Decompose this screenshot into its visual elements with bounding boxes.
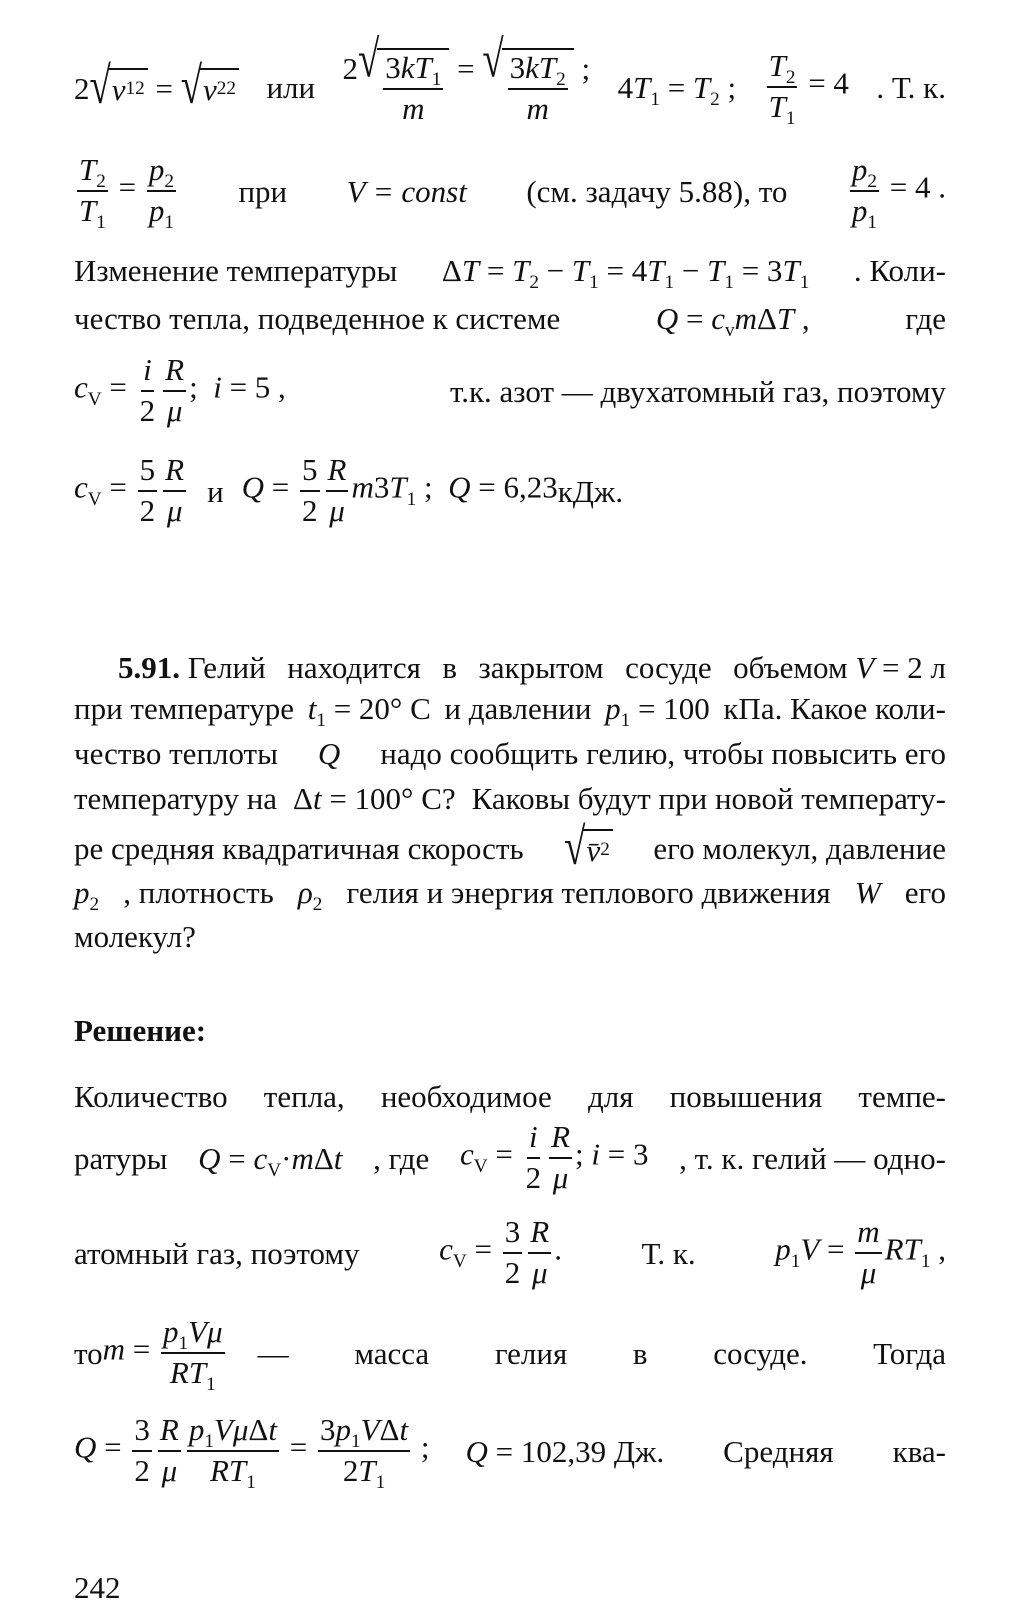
eq-cv-i: $c_V$ = $\frac{i}{2}$ $\frac{R}{\mu}$ ; i = 5 , (74, 352, 286, 428)
problem-text-4b: Каковы будут при новой температу- (471, 780, 946, 816)
word-or: или (266, 69, 316, 105)
problem-line-3 (74, 735, 946, 771)
solution-line-4 (74, 1312, 946, 1394)
text-nitrogen: т.к. азот — двухатомный газ, поэтому (450, 373, 946, 409)
eq-t-ratio: $\frac{T_2}{T_1}$ = 4 (768, 48, 849, 130)
eq-p1: $p_1 = 100$ (605, 690, 710, 731)
solution-line-3 (74, 1212, 946, 1294)
problem-line-1 (118, 649, 946, 685)
problem-text-6a: , плотность (123, 874, 274, 910)
text-line-temperature-change (74, 252, 946, 293)
problem-line-4 (74, 780, 946, 816)
problem-text-7: молекул? (74, 918, 196, 954)
problem-number: 5.91. (118, 649, 180, 685)
problem-text-2c: кПа. Какое коли- (723, 690, 946, 726)
eq-cv-3: $c_V$ = $\frac{3}{2}$ $\frac{R}{\mu}$ . (439, 1214, 562, 1290)
solution-text-1: Количество тепла, необходимое для повышения темпе- (74, 1078, 946, 1114)
solution-text-4a: то (74, 1335, 103, 1371)
eq-mass: m = $\frac{p_1V\mu}{RT_1}$ (102, 1314, 223, 1396)
problem-text-1: Гелий находится в закрытом сосуде объемом (187, 649, 848, 685)
formula-line-pressure-ratio (74, 152, 946, 234)
eq-w: W (854, 874, 881, 910)
problem-text-2a: при температуре (74, 690, 295, 726)
eq-q-full: Q = $\frac{5}{2}$ $\frac{R}{\mu}$ $m3T_1$ ; Q = 6,23 (241, 452, 558, 528)
text-see-problem: (см. задачу 5.88), то (526, 173, 788, 209)
solution-text-2a: ратуры (74, 1140, 168, 1176)
solution-text-3b: Т. к. (641, 1235, 696, 1271)
eq-delta-t: $\Delta T = T_2 - T_1 = 4T_1 - T_1 = 3T_1$ (441, 252, 810, 293)
eq-cv-5: $c_V$ = $\frac{5}{2}$ $\frac{R}{\mu}$ (74, 452, 185, 528)
text-kol: . Коли- (853, 252, 946, 288)
problem-text-5b: его молекул, давление (653, 830, 946, 866)
eq-ideal-gas: $p_1V$ = $\frac{m}{\mu}$ $RT_1$ , (775, 1214, 946, 1290)
problem-line-6 (74, 874, 946, 915)
eq-t-p-ratio: $\frac{T_2}{T_1}$ = $\frac{p_2}{p_1}$ (79, 152, 174, 234)
solution-text-3a: атомный газ, поэтому (74, 1235, 360, 1271)
word-and: и (207, 473, 224, 509)
eq-q-value: Q = 102,39 (465, 1433, 614, 1469)
page-number: 242 (74, 1570, 121, 1605)
eq-sqrt-kt: 2 √ $\frac{3kT_1}{m}$ = √ $\frac{3kT_2}{m}$ ; (342, 30, 591, 126)
solution-heading: Решение: (74, 1012, 207, 1048)
text-temp-change: Изменение температуры (74, 252, 398, 288)
eq-q-symbol: Q (317, 735, 341, 771)
word-under: при (238, 173, 288, 209)
text-heat: чество тепла, подведенное к системе (74, 300, 561, 336)
eq-4t1: $4T_1 = T_2$ ; (617, 69, 737, 110)
problem-text-2b: и давлении (444, 690, 592, 726)
eq-sqrt-v: 2 √ v 1 2 = √ v 2 2 (74, 68, 239, 107)
formula-line-result-q (74, 450, 946, 532)
formula-line-velocity-ratio (74, 30, 946, 132)
problem-text-3b: надо сообщить гелию, чтобы повысить его (380, 735, 946, 771)
eq-p-ratio: $\frac{p_2}{p_1}$ = 4 . (851, 152, 946, 234)
eq-rho2: $\rho_2$ (297, 874, 323, 915)
solution-text-4b: — масса гелия в сосуде. Тогда (257, 1335, 946, 1371)
solution-heading-line (74, 1012, 946, 1048)
text-line-heat (74, 300, 946, 341)
eq-v-2l: V = 2 (855, 649, 923, 685)
unit-liter: л (930, 649, 946, 685)
text-kj: кДж. (557, 473, 624, 509)
solution-line-1 (74, 1078, 946, 1114)
problem-text-3a: чество теплоты (74, 735, 278, 771)
eq-q-cv-mdt: $Q = c_V\cdot m\Delta t$ (198, 1140, 343, 1181)
problem-line-2 (74, 690, 946, 731)
eq-cv-i-3: $c_V$ = $\frac{i}{2}$ $\frac{R}{\mu}$ ; i = 3 (459, 1119, 649, 1195)
eq-sqrt-v2: √ v̄ 2 (564, 829, 613, 868)
eq-delta-t-100: Δt = 100° C? (293, 780, 456, 816)
text-tk: . Т. к. (876, 69, 946, 105)
problem-text-6b: гелия и энергия теплового движения (346, 874, 831, 910)
problem-text-6c: его (904, 874, 946, 910)
problem-line-5 (74, 817, 946, 876)
text-where: где (905, 300, 946, 336)
eq-t1: $t_1 = 20^\circ$ C (307, 690, 431, 731)
solution-text-2b: , где (373, 1140, 430, 1176)
solution-text-5: Дж. Средняя ква- (613, 1433, 946, 1469)
eq-q-cv: $Q = c_vm\Delta T$ , (655, 300, 810, 341)
solution-line-5 (74, 1408, 946, 1494)
eq-v-const: V = const (346, 173, 467, 209)
formula-line-cv (74, 350, 946, 432)
problem-text-5a: ре средняя квадратичная скорость (74, 830, 524, 866)
problem-line-7 (74, 918, 946, 954)
solution-line-2 (74, 1115, 946, 1201)
solution-text-2c: , т. к. гелий — одно- (679, 1140, 946, 1176)
eq-q-final: Q = $\frac{3}{2}$ $\frac{R}{\mu}$ $\frac{p_1V\mu\Delta t}{RT_1}$ = $\frac{3p_1V\Delta t}{2T_1}$ ; (74, 1412, 430, 1494)
eq-p2: $p_2$ (74, 874, 100, 915)
problem-text-4a: температуру на (74, 780, 278, 816)
